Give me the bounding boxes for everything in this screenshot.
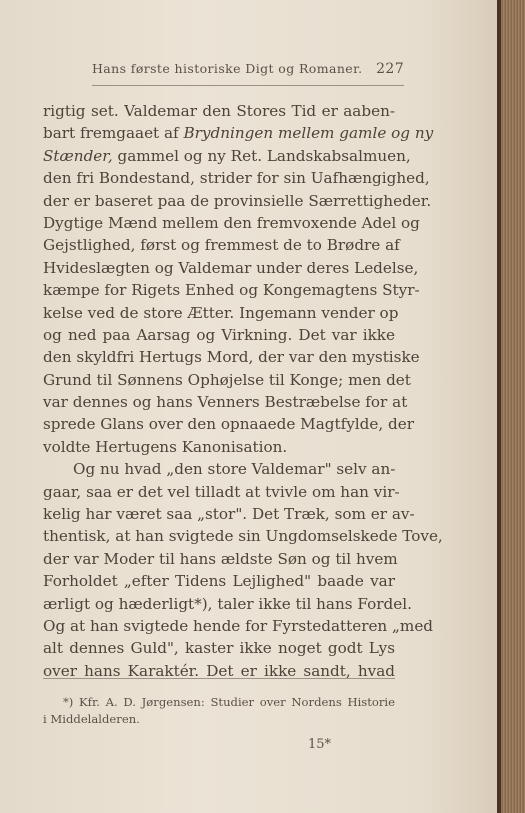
text-line: bart fremgaaet af Brydningen mellem gamle og ny bbox=[43, 124, 434, 143]
text-line: kelig har været saa „stor". Det Træk, som er av- bbox=[43, 505, 415, 524]
signature-mark: 15* bbox=[308, 737, 332, 752]
footnote-rule bbox=[43, 678, 395, 679]
text-line: over hans Karaktér. Det er ikke sandt, hvad bbox=[43, 661, 395, 680]
text-line: Forholdet „efter Tidens Lejlighed" baade var bbox=[43, 572, 395, 591]
text-line: den skyldfri Hertugs Mord, der var den mystiske bbox=[43, 348, 420, 367]
text-line: alt dennes Guld", kaster ikke noget godt Lys bbox=[43, 639, 395, 658]
book-edge bbox=[497, 0, 525, 813]
body-text bbox=[43, 100, 443, 682]
text-line: Grund til Sønnens Ophøjelse til Konge; men det bbox=[43, 370, 411, 389]
running-header bbox=[92, 61, 404, 81]
text-line: og ned paa Aarsag og Virkning. Det var ikke bbox=[43, 325, 395, 344]
text-line: ærligt og hæderligt*), taler ikke til hans Fordel. bbox=[43, 594, 412, 613]
italic-title: Brydningen mellem gamle og ny bbox=[183, 124, 434, 143]
running-title: Hans første historiske Digt og Romaner. bbox=[92, 61, 363, 76]
text-line: Dygtige Mænd mellem den fremvoxende Adel og bbox=[43, 213, 420, 232]
text-line: kelse ved de store Ætter. Ingemann vender op bbox=[43, 303, 399, 322]
footnote bbox=[43, 694, 395, 728]
text-line: var dennes og hans Venners Bestræbelse for at bbox=[43, 393, 408, 412]
footnote-line: i Middelalderen. bbox=[43, 712, 140, 726]
header-rule bbox=[92, 85, 404, 86]
text-line: Gejstlighed, først og fremmest de to Brødre af bbox=[43, 236, 400, 255]
text-line: Stænder, gammel og ny Ret. Landskabsalmuen, bbox=[43, 146, 411, 165]
text-line: Og at han svigtede hende for Fyrstedatteren „med bbox=[43, 616, 434, 635]
text-line: den fri Bondestand, strider for sin Uafhængighed, bbox=[43, 169, 430, 188]
text-line: der var Moder til hans ældste Søn og til hvem bbox=[43, 549, 398, 568]
text-line: rigtig set. Valdemar den Stores Tid er aaben- bbox=[43, 102, 395, 120]
text-line: Hvideslægten og Valdemar under deres Ledelse, bbox=[43, 258, 419, 277]
text-line: voldte Hertugens Kanonisation. bbox=[43, 437, 288, 456]
footnote-line: *) Kfr. A. D. Jørgensen: Studier over Nordens Historie bbox=[63, 695, 395, 709]
text-line: Og nu hvad „den store Valdemar" selv an- bbox=[73, 460, 396, 479]
text-line: sprede Glans over den opnaaede Magtfylde, der bbox=[43, 415, 414, 434]
text-line: thentisk, at han svigtede sin Ungdomselskede Tove, bbox=[43, 527, 443, 546]
text-line: der er baseret paa de provinsielle Særrettigheder. bbox=[43, 191, 432, 210]
text-line: kæmpe for Rigets Enhed og Kongemagtens Styr- bbox=[43, 281, 420, 300]
page-number: 227 bbox=[376, 61, 404, 77]
text-line: gaar, saa er det vel tilladt at tvivle om han vir- bbox=[43, 482, 400, 501]
